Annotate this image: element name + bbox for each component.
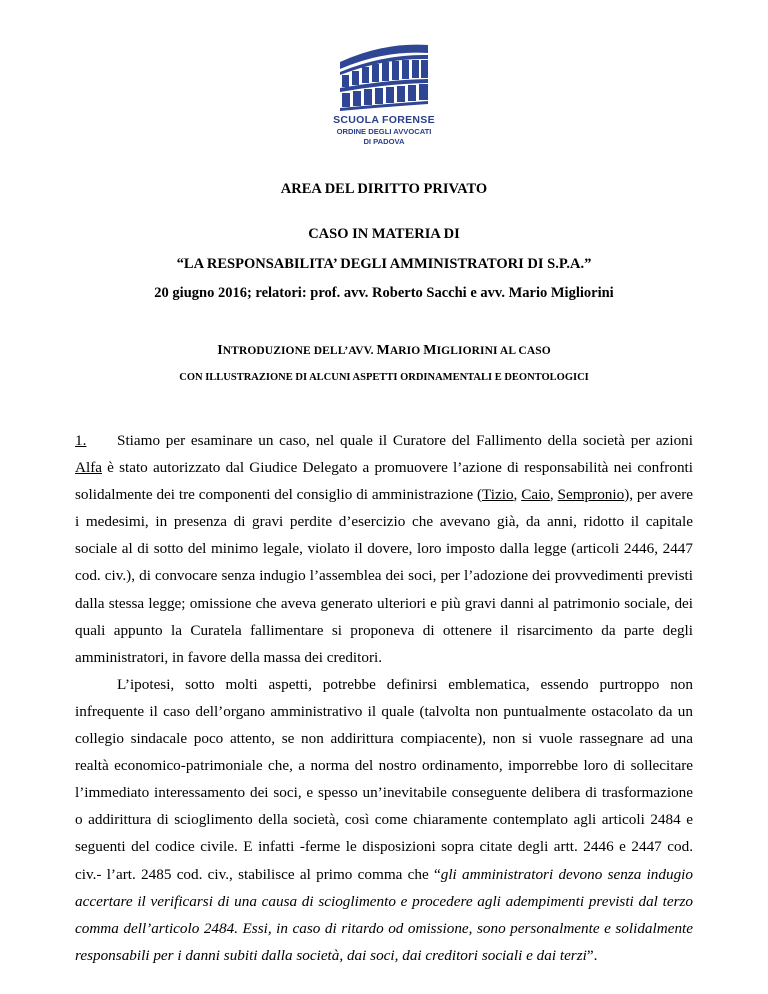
paragraph-2: L’ipotesi, sotto molti aspetti, potrebbe definirsi emblematica, essendo purtroppo non infrequente il caso dell’organo amministrativo il quale (talvolta non puntualmente ostacolato da un collegio sindacale poco attento, se non addirittura compiacente), non si vuole rassegnare ad una realtà economico-patrimoniale che, a norma del nostro ordinamento, imporrebbe loro di sollecitare l’immediato interessamento dei soci, e spesso un’inevitabile conseguente delibera di trasformazione o addirittura di scioglimento della società, così come chiaramente contemplato agli articoli 2484 e seguenti del codice civile. E infatti -ferme le disposizioni sopra citate degli artt. 2446 e 2447 cod. civ.- l’art. 2485 cod. civ., stabilisce al primo comma che “gli amministratori devono senza indugio accertare il verificarsi di una causa di scioglimento e procedere agli adempimenti previsti dal terzo comma dell’articolo 2484. Essi, in caso di ritardo od omissione, sono personalmente e solidalmente responsabili per i danni subiti dalla società, dai soci, dai creditori sociali e dai terzi”. xyxy=(75,675,693,964)
name-tizio: Tizio xyxy=(482,486,514,504)
scuola-forense-logo xyxy=(330,42,438,152)
body-text xyxy=(75,427,693,969)
case-heading: CASO IN MATERIA DI xyxy=(308,226,460,242)
date-and-speakers: 20 giugno 2016; relatori: prof. avv. Roberto Sacchi e avv. Mario Migliorini xyxy=(154,285,614,301)
paragraph-number: 1. xyxy=(75,432,87,449)
logo-title: SCUOLA FORENSE xyxy=(333,114,435,126)
name-sempronio: Sempronio xyxy=(557,486,625,504)
logo-subtitle-2: DI PADOVA xyxy=(363,137,405,146)
name-alfa: Alfa xyxy=(75,459,102,477)
intro-subheading: CON ILLUSTRAZIONE DI ALCUNI ASPETTI ORDINAMENTALI E DEONTOLOGICI xyxy=(179,372,589,383)
logo-subtitle-1: ORDINE DEGLI AVVOCATI xyxy=(336,127,432,136)
paragraph-1: 1. Stiamo per esaminare un caso, nel quale il Curatore del Fallimento della società per azioni Alfa è stato autorizzato dal Giudice Delegato a promuovere l’azione di responsabilità nei confronti solidalmente dei tre componenti del consiglio di amministrazione (Tizio, Caio, Sempronio), per avere i medesimi, in presenza di gravi perdite d’esercizio che avevano già, da anni, ridotto il capitale sociale al di sotto del minimo legale, violato il dovere, loro imposto dalla legge (articoli 2446, 2447 cod. civ.), di convocare senza indugio l’assemblea dei soci, per l’adozione dei provvedimenti previsti dalla stessa legge; omissione che aveva generato ulteriori e più gravi danni al patrimonio sociale, dei quali appunto la Curatela fallimentare si proponeva di ottenere il risarcimento da parte degli amministratori, in favore della massa dei creditori. xyxy=(75,427,693,671)
name-caio: Caio xyxy=(521,486,550,504)
case-title: “LA RESPONSABILITA’ DEGLI AMMINISTRATORI DI S.P.A.” xyxy=(176,256,592,272)
quoted-law: gli amministratori devono senza indugio accertare il verificarsi di una causa di scioglimento e procedere agli adempimenti previsti dal terzo comma dell’articolo 2484. Essi, in caso di ritardo od omissione, sono personalmente e solidalmente responsabili per i danni subiti dalla società, dai soci, dai creditori sociali e dai terzi xyxy=(75,865,693,964)
intro-heading: INTRODUZIONE DELL’AVV. MARIO MIGLIORINI AL CASO xyxy=(217,343,551,358)
area-heading: AREA DEL DIRITTO PRIVATO xyxy=(280,181,488,197)
colosseum-logo-icon xyxy=(336,42,432,114)
